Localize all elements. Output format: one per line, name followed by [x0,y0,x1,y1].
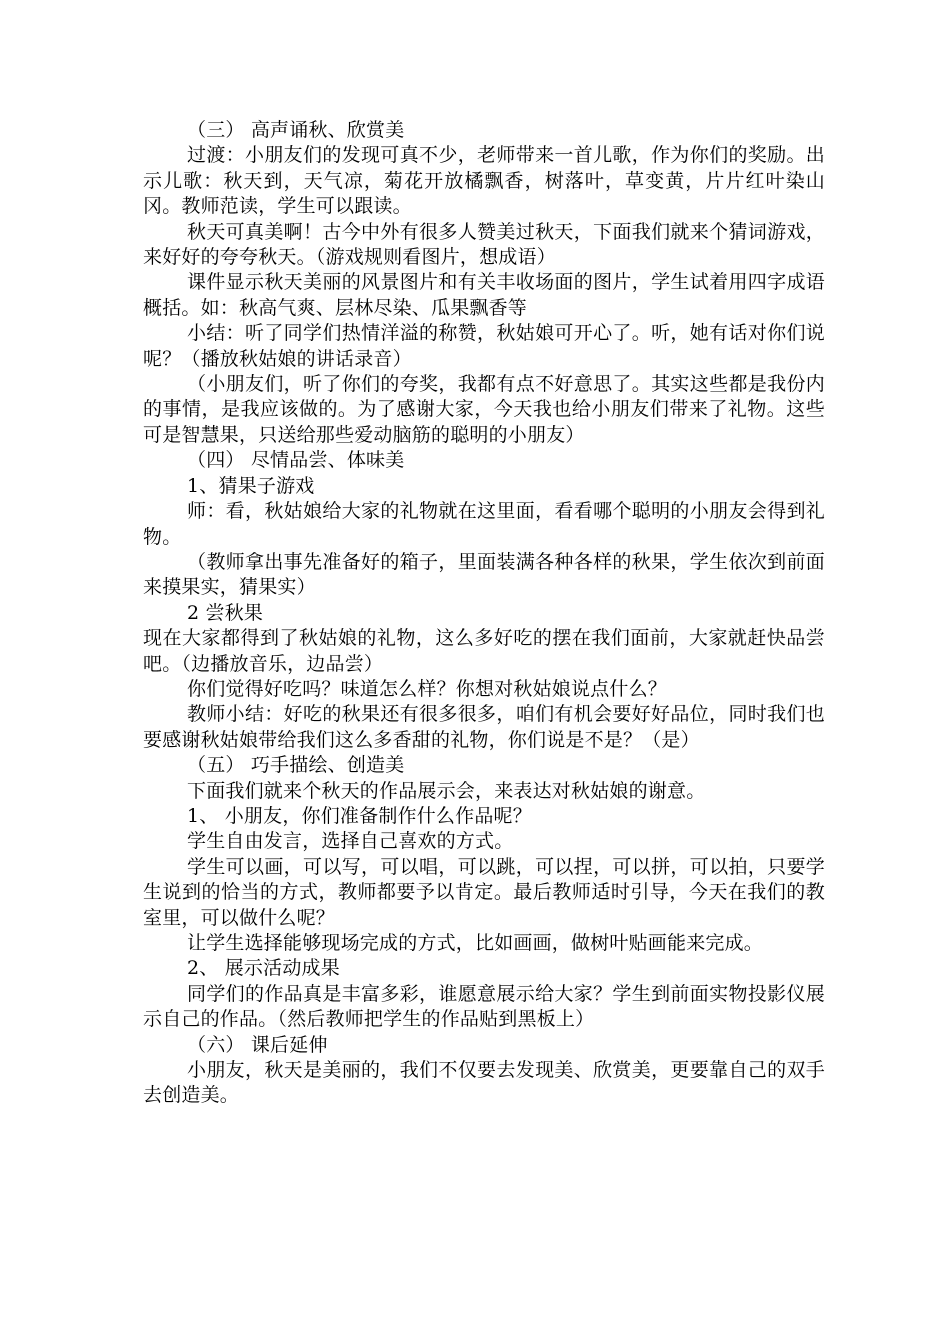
section-heading-3: （三） 高声诵秋、欣赏美 [187,119,405,141]
subheading: 1、猜果子游戏 [187,474,315,497]
subheading: 1、 小朋友，你们准备制作什么作品呢？ [187,804,532,827]
paragraph: 学生可以画，可以写，可以唱，可以跳，可以捏，可以拼，可以拍，只要学生说到的恰当的方式，教师都要予以肯定。最后教师适时引导，今天在我们的教室里，可以做什么呢？ [143,855,825,929]
section-heading-6: （六） 课后延伸 [187,1033,328,1056]
paragraph: 学生自由发言，选择自己喜欢的方式。 [187,830,514,853]
section-heading-4: （四） 尽情品尝、体味美 [187,449,405,472]
document-body [143,118,825,1109]
paragraph: 同学们的作品真是丰富多彩，谁愿意展示给大家？学生到前面实物投影仪展示自己的作品。（然后教师把学生的作品贴到黑板上） [143,982,825,1031]
paragraph: 小朋友，秋天是美丽的，我们不仅要去发现美、欣赏美，更要靠自己的双手去创造美。 [143,1059,825,1107]
paragraph: 现在大家都得到了秋姑娘的礼物，这么多好吃的摆在我们面前，大家就赶快品尝吧。（边播放音乐，边品尝） [143,627,825,675]
subheading: 2、 展示活动成果 [187,957,340,980]
paragraph: 下面我们就来个秋天的作品展示会，来表达对秋姑娘的谢意。 [187,779,706,802]
paragraph: 你们觉得好吃吗？味道怎么样？你想对秋姑娘说点什么？ [187,677,668,700]
paragraph: 让学生选择能够现场完成的方式，比如画画，做树叶贴画能来完成。 [187,932,764,954]
paragraph: 课件显示秋天美丽的风景图片和有关丰收场面的图片，学生试着用四字成语概括。如：秋高气爽、层林尽染、瓜果飘香等 [143,271,825,319]
section-heading-5: （五） 巧手描绘、创造美 [187,754,405,777]
paragraph: 过渡：小朋友们的发现可真不少，老师带来一首儿歌，作为你们的奖励。出示儿歌：秋天到，天气凉，菊花开放橘飘香，树落叶，草变黄，片片红叶染山冈。教师范读，学生可以跟读。 [143,144,825,218]
paragraph: （小朋友们，听了你们的夸奖，我都有点不好意思了。其实这些都是我份内的事情，是我应该做的。为了感谢大家，今天我也给小朋友们带来了礼物。这些可是智慧果，只送给那些爱动脑筋的聪明的小朋友） [143,373,825,446]
subheading: 2 尝秋果 [187,601,264,624]
paragraph: 小结：听了同学们热情洋溢的称赞，秋姑娘可开心了。听，她有话对你们说呢？（播放秋姑娘的讲话录音） [143,322,825,370]
paragraph: 秋天可真美啊！古今中外有很多人赞美过秋天，下面我们就来个猜词游戏，来好好的夸夸秋天。（游戏规则看图片，想成语） [143,220,825,269]
paragraph: （教师拿出事先准备好的箱子，里面装满各种各样的秋果，学生依次到前面来摸果实，猜果实） [143,550,825,599]
paragraph: 教师小结：好吃的秋果还有很多很多，咱们有机会要好好品位，同时我们也要感谢秋姑娘带给我们这么多香甜的礼物，你们说是不是？（是） [143,703,825,751]
paragraph: 师：看，秋姑娘给大家的礼物就在这里面，看看哪个聪明的小朋友会得到礼物。 [143,500,825,548]
